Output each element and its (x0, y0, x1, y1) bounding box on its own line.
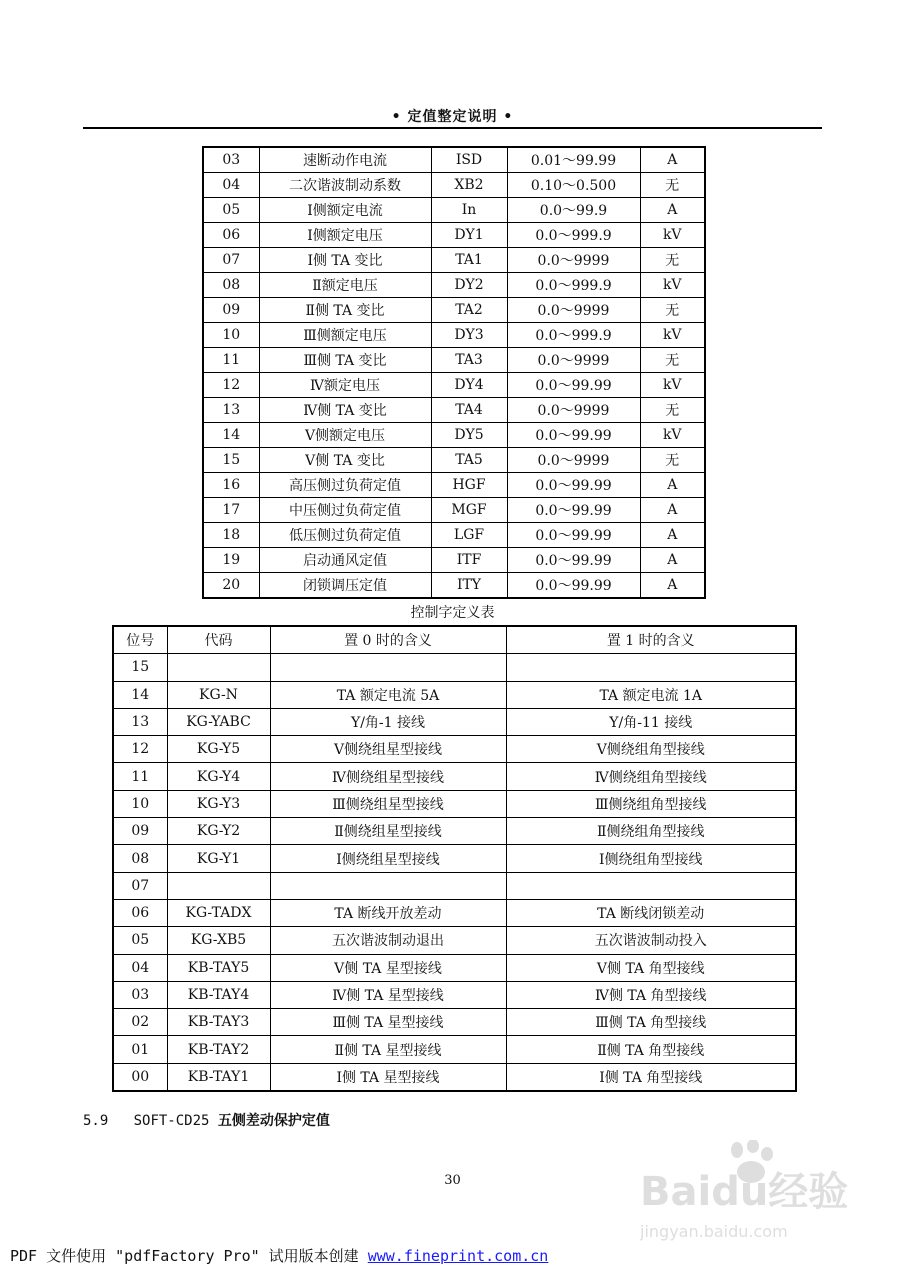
setting-unit: 无 (640, 398, 705, 423)
meaning-when-1 (506, 654, 796, 681)
setting-range: 0.0～99.99 (507, 523, 640, 548)
meaning-when-0: Ⅰ侧 TA 星型接线 (270, 1063, 506, 1091)
meaning-when-0: Ⅱ侧绕组星型接线 (270, 818, 506, 845)
setting-range: 0.0～9999 (507, 398, 640, 423)
settings-row (203, 573, 705, 599)
control-table-body (113, 654, 796, 1091)
setting-index: 07 (203, 248, 259, 273)
settings-row (203, 398, 705, 423)
control-code: KB-TAY5 (167, 954, 270, 981)
setting-name: Ⅱ侧 TA 变比 (259, 298, 431, 323)
bit-number: 10 (113, 790, 167, 817)
setting-unit: A (640, 498, 705, 523)
setting-name: Ⅱ额定电压 (259, 273, 431, 298)
setting-index: 11 (203, 348, 259, 373)
meaning-when-1: Ⅳ侧绕组角型接线 (506, 763, 796, 790)
pdf-footer (10, 1245, 548, 1266)
settings-row (203, 323, 705, 348)
setting-index: 19 (203, 548, 259, 573)
control-code: KG-Y3 (167, 790, 270, 817)
watermark-url: jingyan.baidu.com (640, 1222, 788, 1241)
setting-range: 0.0～99.99 (507, 573, 640, 599)
bit-number: 08 (113, 845, 167, 872)
setting-code: DY2 (431, 273, 507, 298)
table-row (113, 927, 796, 954)
settings-row (203, 473, 705, 498)
setting-index: 10 (203, 323, 259, 348)
setting-unit: 无 (640, 173, 705, 198)
setting-index: 06 (203, 223, 259, 248)
setting-code: TA1 (431, 248, 507, 273)
meaning-when-1: Ⅲ侧 TA 角型接线 (506, 1009, 796, 1036)
control-code: KB-TAY1 (167, 1063, 270, 1091)
meaning-when-0: TA 断线开放差动 (270, 899, 506, 926)
bit-number: 01 (113, 1036, 167, 1063)
setting-index: 13 (203, 398, 259, 423)
setting-index: 08 (203, 273, 259, 298)
setting-code: MGF (431, 498, 507, 523)
table-row (113, 790, 796, 817)
setting-index: 04 (203, 173, 259, 198)
settings-row (203, 173, 705, 198)
control-code: KG-Y5 (167, 736, 270, 763)
control-table-header-row (113, 626, 796, 654)
control-code (167, 872, 270, 899)
meaning-when-0: Ⅴ侧绕组星型接线 (270, 736, 506, 763)
setting-range: 0.01～99.99 (507, 147, 640, 173)
setting-name: Ⅲ侧额定电压 (259, 323, 431, 348)
meaning-when-1: Ⅰ侧绕组角型接线 (506, 845, 796, 872)
settings-row (203, 147, 705, 173)
setting-code: XB2 (431, 173, 507, 198)
setting-unit: 无 (640, 298, 705, 323)
setting-code: TA4 (431, 398, 507, 423)
table-row (113, 681, 796, 708)
setting-unit: kV (640, 323, 705, 348)
meaning-when-1: TA 额定电流 1A (506, 681, 796, 708)
settings-row (203, 548, 705, 573)
column-header-meaning-1: 置 1 时的含义 (506, 626, 796, 654)
bit-number: 14 (113, 681, 167, 708)
setting-range: 0.0～99.99 (507, 498, 640, 523)
setting-index: 20 (203, 573, 259, 599)
meaning-when-0: 五次谐波制动退出 (270, 927, 506, 954)
setting-code: ISD (431, 147, 507, 173)
setting-name: Ⅰ侧额定电压 (259, 223, 431, 248)
setting-name: Ⅳ额定电压 (259, 373, 431, 398)
meaning-when-1: Ⅲ侧绕组角型接线 (506, 790, 796, 817)
setting-unit: A (640, 523, 705, 548)
page-number: 30 (444, 1173, 461, 1188)
setting-unit: kV (640, 423, 705, 448)
setting-range: 0.0～99.99 (507, 373, 640, 398)
setting-index: 09 (203, 298, 259, 323)
settings-row (203, 223, 705, 248)
table-row (113, 872, 796, 899)
table-row (113, 654, 796, 681)
table-row (113, 1036, 796, 1063)
bit-number: 13 (113, 708, 167, 735)
setting-unit: 无 (640, 248, 705, 273)
bit-number: 11 (113, 763, 167, 790)
control-code: KG-XB5 (167, 927, 270, 954)
control-code: KG-Y1 (167, 845, 270, 872)
bit-number: 00 (113, 1063, 167, 1091)
setting-code: TA2 (431, 298, 507, 323)
meaning-when-0: Ⅳ侧 TA 星型接线 (270, 981, 506, 1008)
meaning-when-0 (270, 654, 506, 681)
bit-number: 06 (113, 899, 167, 926)
setting-name: 启动通风定值 (259, 548, 431, 573)
setting-range: 0.0～9999 (507, 298, 640, 323)
meaning-when-1: Y/角-11 接线 (506, 708, 796, 735)
setting-unit: kV (640, 273, 705, 298)
table-row (113, 1009, 796, 1036)
column-header-code: 代码 (167, 626, 270, 654)
column-header-bit: 位号 (113, 626, 167, 654)
setting-name: 速断动作电流 (259, 147, 431, 173)
setting-unit: 无 (640, 348, 705, 373)
setting-name: Ⅲ侧 TA 变比 (259, 348, 431, 373)
settings-row (203, 448, 705, 473)
settings-table-body (203, 147, 705, 598)
setting-unit: A (640, 548, 705, 573)
table-row (113, 736, 796, 763)
setting-index: 03 (203, 147, 259, 173)
setting-range: 0.0～9999 (507, 248, 640, 273)
bit-number: 02 (113, 1009, 167, 1036)
setting-index: 15 (203, 448, 259, 473)
section-heading (83, 1110, 330, 1130)
meaning-when-1: Ⅳ侧 TA 角型接线 (506, 981, 796, 1008)
control-code: KG-Y2 (167, 818, 270, 845)
setting-index: 16 (203, 473, 259, 498)
setting-code: HGF (431, 473, 507, 498)
setting-code: DY3 (431, 323, 507, 348)
meaning-when-0: TA 额定电流 5A (270, 681, 506, 708)
setting-code: ITY (431, 573, 507, 599)
watermark-logo: Baidu经验 (640, 1169, 849, 1215)
setting-code: DY4 (431, 373, 507, 398)
meaning-when-0: Ⅴ侧 TA 星型接线 (270, 954, 506, 981)
header-rule (83, 127, 822, 129)
column-header-meaning-0: 置 0 时的含义 (270, 626, 506, 654)
setting-unit: A (640, 147, 705, 173)
setting-code: ITF (431, 548, 507, 573)
setting-code: LGF (431, 523, 507, 548)
setting-code: TA5 (431, 448, 507, 473)
setting-index: 17 (203, 498, 259, 523)
settings-row (203, 273, 705, 298)
setting-code: In (431, 198, 507, 223)
bit-number: 05 (113, 927, 167, 954)
setting-code: DY5 (431, 423, 507, 448)
control-code: KB-TAY4 (167, 981, 270, 1008)
setting-name: 高压侧过负荷定值 (259, 473, 431, 498)
settings-row (203, 348, 705, 373)
setting-range: 0.0～999.9 (507, 273, 640, 298)
control-code: KG-N (167, 681, 270, 708)
control-code: KG-YABC (167, 708, 270, 735)
settings-table (202, 146, 706, 599)
meaning-when-1 (506, 872, 796, 899)
meaning-when-1: Ⅰ侧 TA 角型接线 (506, 1063, 796, 1091)
setting-range: 0.0～999.9 (507, 223, 640, 248)
setting-range: 0.0～99.9 (507, 198, 640, 223)
table-row (113, 1063, 796, 1091)
setting-range: 0.0～99.99 (507, 548, 640, 573)
settings-row (203, 523, 705, 548)
setting-unit: 无 (640, 448, 705, 473)
settings-row (203, 198, 705, 223)
setting-unit: kV (640, 223, 705, 248)
control-table-caption: 控制字定义表 (410, 605, 495, 621)
baidu-watermark (640, 1140, 890, 1260)
section-model: SOFT-CD25 (133, 1113, 210, 1129)
setting-index: 05 (203, 198, 259, 223)
meaning-when-1: Ⅴ侧 TA 角型接线 (506, 954, 796, 981)
bit-number: 15 (113, 654, 167, 681)
control-word-table (112, 625, 797, 1092)
meaning-when-1: Ⅱ侧绕组角型接线 (506, 818, 796, 845)
setting-range: 0.0～9999 (507, 448, 640, 473)
setting-code: DY1 (431, 223, 507, 248)
section-number: 5.9 (83, 1113, 109, 1129)
setting-unit: A (640, 198, 705, 223)
table-row (113, 763, 796, 790)
bit-number: 04 (113, 954, 167, 981)
table-row (113, 981, 796, 1008)
setting-unit: A (640, 573, 705, 599)
table-row (113, 818, 796, 845)
control-code: KB-TAY3 (167, 1009, 270, 1036)
settings-row (203, 248, 705, 273)
setting-name: Ⅴ侧 TA 变比 (259, 448, 431, 473)
table-row (113, 708, 796, 735)
setting-index: 12 (203, 373, 259, 398)
control-code (167, 654, 270, 681)
table-row (113, 899, 796, 926)
bit-number: 12 (113, 736, 167, 763)
section-title: 五侧差动保护定值 (217, 1113, 330, 1129)
setting-range: 0.0～9999 (507, 348, 640, 373)
setting-name: Ⅴ侧额定电压 (259, 423, 431, 448)
page-header-title: • 定值整定说明 • (391, 109, 514, 125)
meaning-when-0: Ⅳ侧绕组星型接线 (270, 763, 506, 790)
setting-name: 中压侧过负荷定值 (259, 498, 431, 523)
setting-name: 二次谐波制动系数 (259, 173, 431, 198)
settings-row (203, 298, 705, 323)
bit-number: 09 (113, 818, 167, 845)
setting-range: 0.0～999.9 (507, 323, 640, 348)
settings-row (203, 423, 705, 448)
meaning-when-0: Ⅲ侧绕组星型接线 (270, 790, 506, 817)
meaning-when-0 (270, 872, 506, 899)
table-row (113, 845, 796, 872)
table-row (113, 954, 796, 981)
meaning-when-0: Ⅲ侧 TA 星型接线 (270, 1009, 506, 1036)
meaning-when-0: Ⅱ侧 TA 星型接线 (270, 1036, 506, 1063)
setting-index: 18 (203, 523, 259, 548)
setting-name: Ⅳ侧 TA 变比 (259, 398, 431, 423)
control-code: KG-Y4 (167, 763, 270, 790)
setting-name: 低压侧过负荷定值 (259, 523, 431, 548)
settings-row (203, 498, 705, 523)
setting-name: 闭锁调压定值 (259, 573, 431, 599)
bit-number: 03 (113, 981, 167, 1008)
setting-unit: A (640, 473, 705, 498)
meaning-when-0: Ⅰ侧绕组星型接线 (270, 845, 506, 872)
setting-range: 0.10～0.500 (507, 173, 640, 198)
setting-range: 0.0～99.99 (507, 473, 640, 498)
setting-name: Ⅰ侧 TA 变比 (259, 248, 431, 273)
control-code: KB-TAY2 (167, 1036, 270, 1063)
setting-code: TA3 (431, 348, 507, 373)
setting-unit: kV (640, 373, 705, 398)
setting-range: 0.0～99.99 (507, 423, 640, 448)
meaning-when-1: Ⅴ侧绕组角型接线 (506, 736, 796, 763)
meaning-when-1: TA 断线闭锁差动 (506, 899, 796, 926)
setting-name: Ⅰ侧额定电流 (259, 198, 431, 223)
meaning-when-1: 五次谐波制动投入 (506, 927, 796, 954)
footer-link[interactable]: www.fineprint.com.cn (367, 1247, 549, 1265)
control-code: KG-TADX (167, 899, 270, 926)
setting-index: 14 (203, 423, 259, 448)
settings-row (203, 373, 705, 398)
footer-text: PDF 文件使用 "pdfFactory Pro" 试用版本创建 (10, 1247, 368, 1265)
bit-number: 07 (113, 872, 167, 899)
meaning-when-0: Y/角-1 接线 (270, 708, 506, 735)
meaning-when-1: Ⅱ侧 TA 角型接线 (506, 1036, 796, 1063)
